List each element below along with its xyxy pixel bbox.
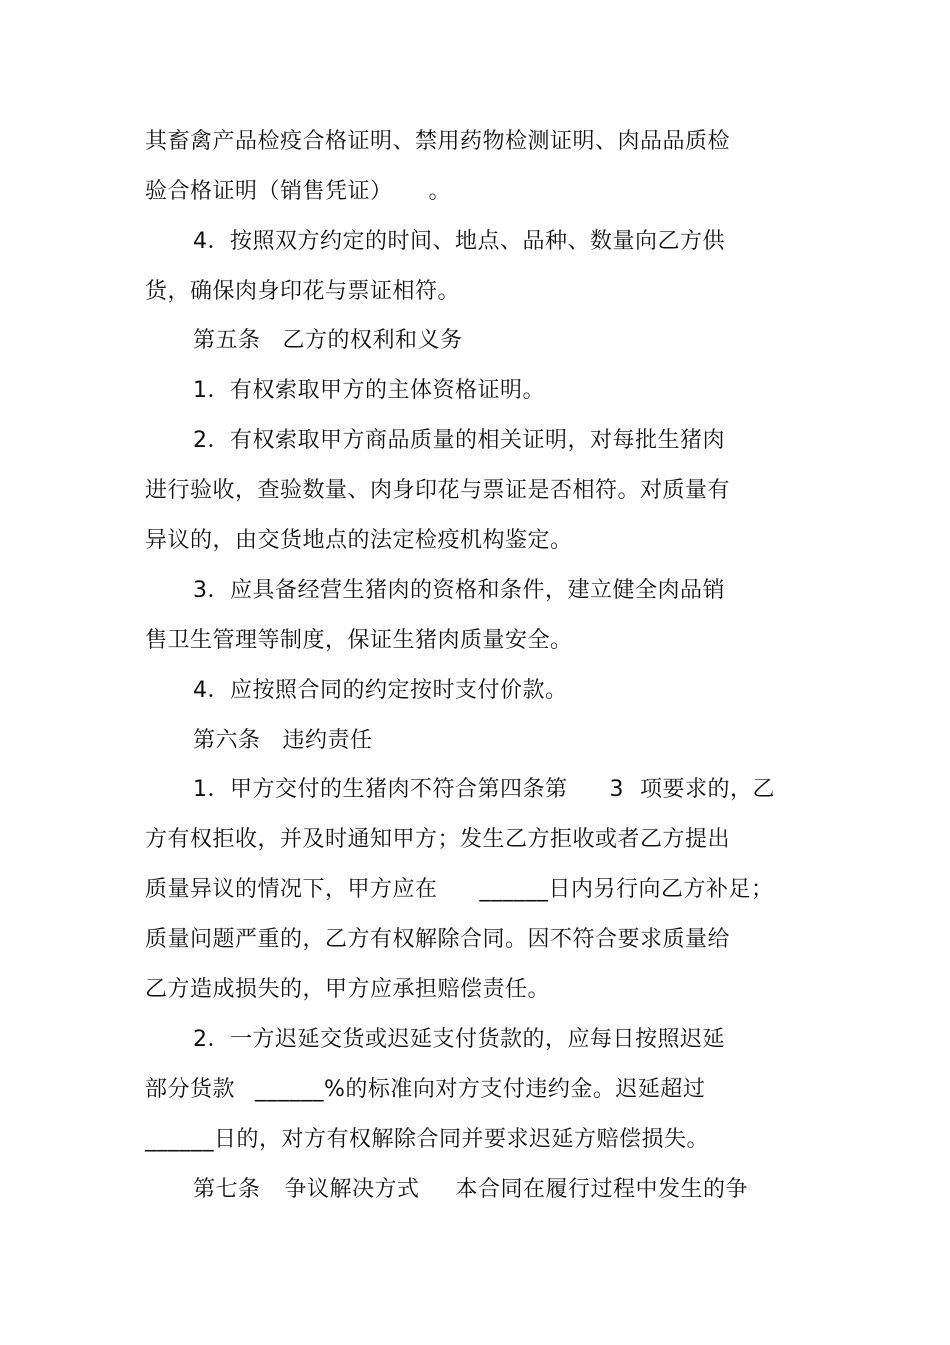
text-run: 3 — [609, 777, 624, 802]
article-number: 第五条 — [193, 328, 261, 353]
text-run: 2．有权索取甲方商品质量的相关证明，对每批生猪肉 — [193, 428, 725, 453]
text-run: 项要求的，乙 — [640, 777, 776, 802]
text-run: 异议的，由交货地点的法定检疫机构鉴定。 — [145, 528, 573, 553]
article-number: 第六条 — [193, 728, 261, 753]
text-run: 部分货款 — [145, 1077, 236, 1102]
article-title: 违约责任 — [282, 728, 373, 753]
paragraph-line — [145, 476, 730, 506]
text-run: 3．应具备经营生猪肉的资格和条件，建立健全肉品销 — [193, 578, 725, 603]
paragraph-line — [193, 775, 775, 805]
paragraph-line — [193, 227, 725, 257]
article-title: 争议解决方式 — [284, 1177, 420, 1202]
paragraph-line — [145, 526, 573, 556]
article-heading — [193, 726, 373, 756]
article-number: 第七条 — [193, 1177, 261, 1202]
paragraph-line — [145, 626, 573, 656]
text-run: 1．有权索取甲方的主体资格证明。 — [193, 378, 545, 403]
text-run: 1．甲方交付的生猪肉不符合第四条第 — [193, 777, 568, 802]
text-run: 售卫生管理等制度，保证生猪肉质量安全。 — [145, 628, 573, 653]
paragraph-line — [145, 1125, 709, 1155]
paragraph-line — [145, 1075, 705, 1105]
paragraph-line — [145, 127, 730, 157]
text-run: 。 — [428, 179, 452, 204]
text-run: 2．一方迟延交货或迟延支付货款的，应每日按照迟延 — [193, 1027, 725, 1052]
text-run: 质量问题严重的，乙方有权解除合同。因不符合要求质量给 — [145, 927, 731, 952]
paragraph-line — [145, 875, 774, 905]
text-run: 货，确保肉身印花与票证相符。 — [145, 279, 461, 304]
text-run: 方有权拒收，并及时通知甲方；发生乙方拒收或者乙方提出 — [145, 827, 731, 852]
text-run: 乙方造成损失的，甲方应承担赔偿责任。 — [145, 977, 551, 1002]
text-run: 进行验收，查验数量、肉身印花与票证是否相符。对质量有 — [145, 478, 731, 503]
article-heading — [193, 1175, 748, 1205]
paragraph-line — [145, 277, 460, 307]
text-run: 其畜禽产品检疫合格证明、禁用药物检测证明、肉品品质检 — [145, 129, 731, 154]
text-run: 4．按照双方约定的时间、地点、品种、数量向乙方供 — [193, 229, 725, 254]
paragraph-line — [145, 925, 730, 955]
text-run: 质量异议的情况下，甲方应在 — [145, 877, 438, 902]
text-run: 本合同在履行过程中发生的争 — [455, 1177, 749, 1202]
paragraph-line — [193, 576, 725, 606]
paragraph-line — [145, 975, 550, 1005]
paragraph-line — [193, 676, 568, 706]
paragraph-line — [193, 376, 545, 406]
article-title: 乙方的权利和义务 — [282, 328, 463, 353]
blank-field: ______日内另行向乙方补足； — [479, 877, 774, 902]
paragraph-line — [193, 426, 725, 456]
paragraph-line — [145, 825, 730, 855]
paragraph-line — [145, 177, 451, 207]
text-run: 4．应按照合同的约定按时支付价款。 — [193, 678, 568, 703]
text-run: 验合格证明（销售凭证） — [145, 179, 393, 204]
paragraph-line — [193, 1025, 725, 1055]
article-heading — [193, 326, 463, 356]
blank-field: ______日的，对方有权解除合同并要求迟延方赔偿损失。 — [145, 1127, 710, 1152]
blank-field: ______%的标准向对方支付违约金。迟延超过 — [255, 1077, 706, 1102]
